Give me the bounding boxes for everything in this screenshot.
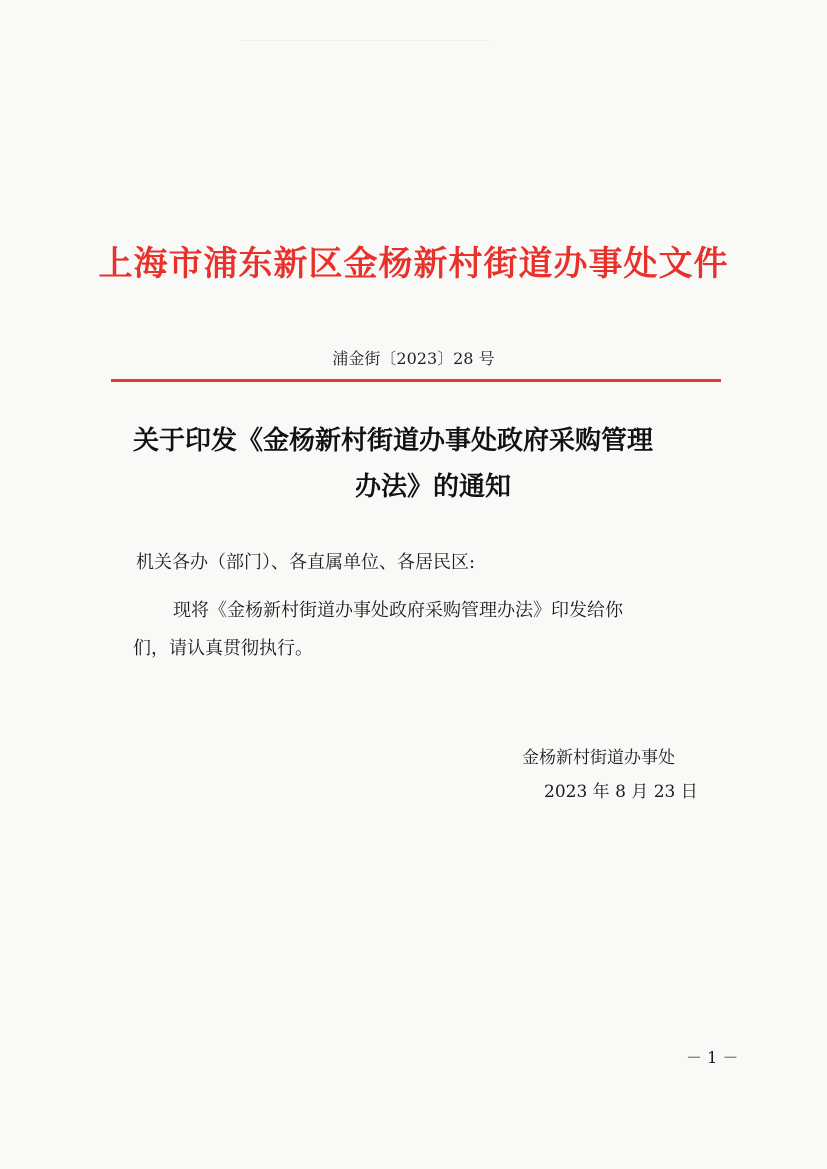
notice-title [133,418,753,510]
document-number: 浦金街〔2023〕28 号 [332,349,495,368]
issuing-office: 金杨新村街道办事处 [522,748,675,768]
red-divider-rule [111,379,721,382]
issue-date: 2023 年 8 月 23 日 [544,782,698,802]
notice-body-line-1: 现将《金杨新村街道办事处政府采购管理办法》印发给你 [173,600,623,621]
document-header-title: 上海市浦东新区金杨新村街道办事处文件 [98,244,729,284]
notice-body-line-2: 们，请认真贯彻执行。 [133,638,313,659]
show-through-line [240,40,490,41]
notice-body [133,592,753,668]
notice-title-line-2: 办法》的通知 [355,472,512,502]
addressee-line: 机关各办（部门）、各直属单位、各居民区: [136,552,476,573]
page-number: － 1 － [686,1048,739,1067]
notice-title-line-1: 关于印发《金杨新村街道办事处政府采购管理 [133,426,654,456]
